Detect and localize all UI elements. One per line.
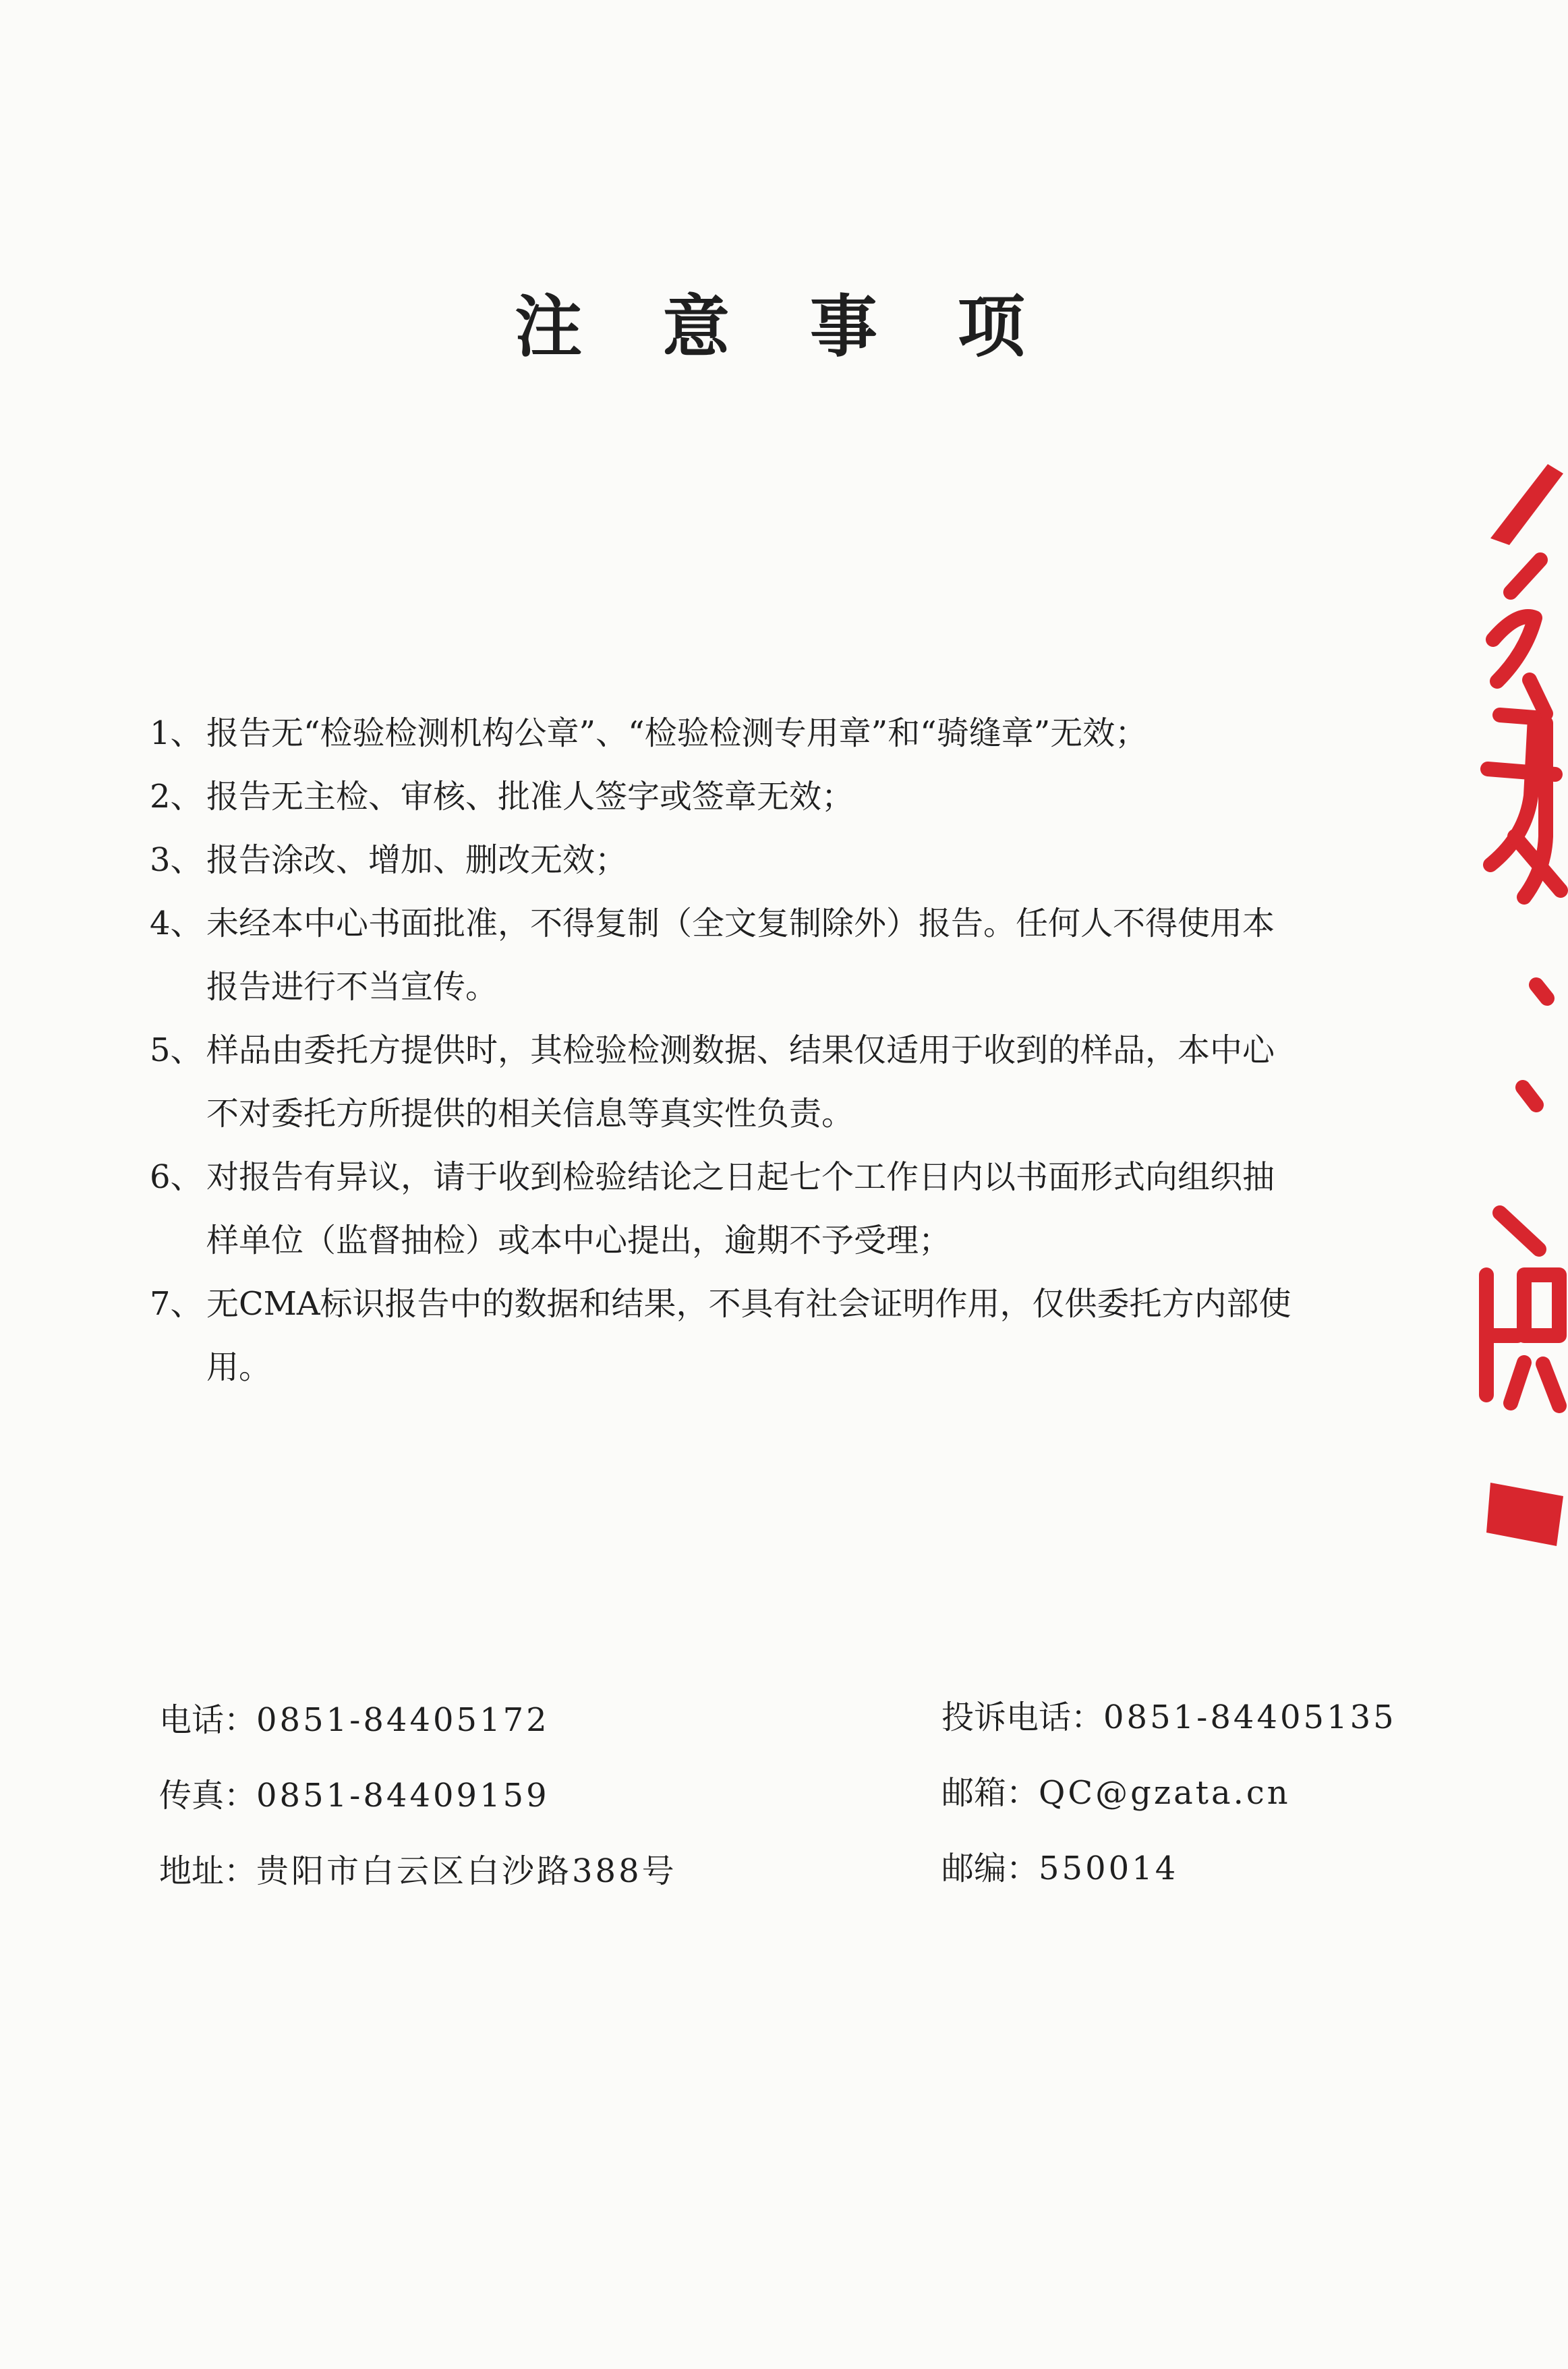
contact-value: 550014 — [1039, 1850, 1179, 1887]
notice-number: 4、 — [150, 905, 203, 942]
notice-item-7 — [150, 1272, 1296, 1399]
notice-text: 未经本中心书面批准，不得复制（全文复制除外）报告。任何人不得使用本报告进行不当宣传。 — [206, 905, 1275, 1006]
contact-value: QC@gzata.cn — [1039, 1774, 1291, 1812]
notice-text: 样品由委托方提供时，其检验检测数据、结果仅适用于收到的样品，本中心不对委托方所提供的相关信息等真实性负责。 — [206, 1031, 1275, 1133]
contact-value: 0851-84405135 — [1103, 1699, 1397, 1736]
contact-label: 投诉电话： — [941, 1699, 1104, 1736]
notice-text: 对报告有异议，请于收到检验结论之日起七个工作日内以书面形式向组织抽样单位（监督抽检）或本中心提出，逾期不予受理； — [206, 1158, 1275, 1259]
contact-value: 贵阳市白云区白沙路388号 — [256, 1852, 677, 1890]
notice-item-1 — [150, 702, 1296, 765]
notice-text: 无CMA标识报告中的数据和结果，不具有社会证明作用，仅供委托方内部使用。 — [206, 1285, 1291, 1386]
notice-text: 报告无主检、审核、批准人签字或签章无效； — [206, 778, 854, 816]
seal-stamp-partial-icon — [1470, 459, 1568, 1551]
notice-item-6 — [150, 1145, 1296, 1272]
contact-address — [159, 1851, 677, 1891]
contact-label: 地址： — [159, 1852, 257, 1890]
notice-number: 2、 — [150, 778, 203, 816]
notice-item-2 — [150, 765, 1296, 828]
notice-item-3 — [150, 828, 1296, 892]
notice-number: 1、 — [150, 714, 203, 752]
contact-label: 邮箱： — [941, 1774, 1039, 1812]
contact-label: 传真： — [159, 1777, 257, 1815]
notice-item-5 — [150, 1019, 1296, 1145]
contact-label: 电话： — [159, 1701, 257, 1739]
notice-number: 3、 — [150, 841, 203, 879]
notice-item-4 — [150, 892, 1296, 1019]
notice-text: 报告涂改、增加、删改无效； — [206, 841, 628, 879]
page-title: 注 意 事 项 — [515, 287, 1053, 366]
notice-number: 5、 — [150, 1031, 203, 1069]
contact-value: 0851-84409159 — [256, 1777, 550, 1815]
contact-postcode — [941, 1848, 1178, 1889]
notice-number: 6、 — [150, 1158, 203, 1196]
contact-value: 0851-84405172 — [256, 1701, 550, 1739]
notice-number: 7、 — [150, 1285, 203, 1323]
contact-phone — [159, 1700, 550, 1740]
contact-fax — [159, 1775, 550, 1816]
contact-email — [941, 1773, 1291, 1813]
notice-text: 报告无“检验检测机构公章”、“检验检测专用章”和“骑缝章”无效； — [206, 714, 1148, 752]
contact-complaint-phone — [941, 1697, 1397, 1738]
notice-list — [150, 702, 1296, 1399]
contact-label: 邮编： — [941, 1850, 1039, 1887]
